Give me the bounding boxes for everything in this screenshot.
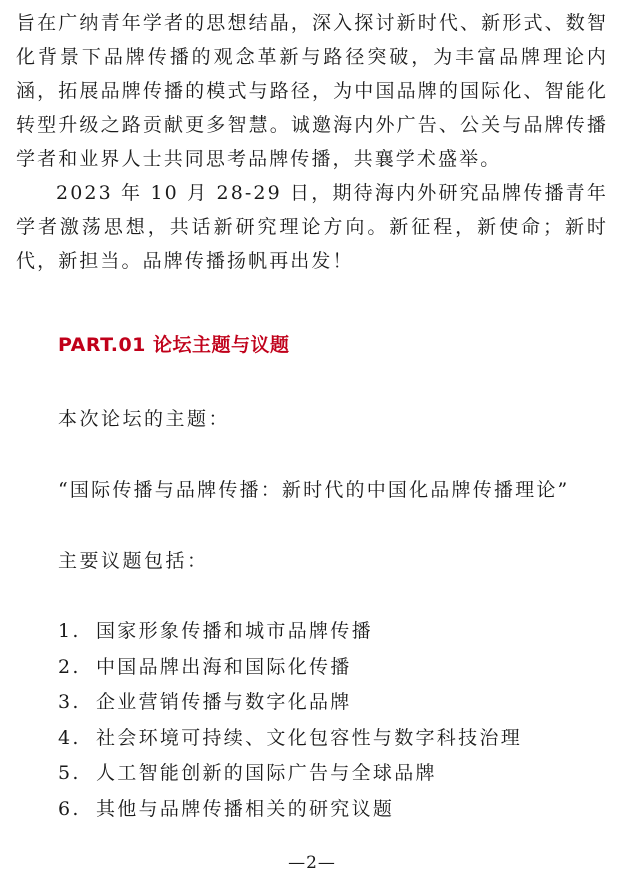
date-paragraph: 2023 年 10 月 28-29 日，期待海内外研究品牌传播青年学者激荡思想，共话新研究理论方向。新征程，新使命；新时代，新担当。品牌传播扬帆再出发！ bbox=[16, 182, 608, 272]
topic-item-3 bbox=[58, 687, 522, 723]
topic-list bbox=[58, 616, 522, 829]
topic-text: 国家形象传播和城市品牌传播 bbox=[96, 620, 373, 642]
topic-text: 中国品牌出海和国际化传播 bbox=[96, 655, 352, 678]
topic-number: 2. bbox=[58, 655, 81, 678]
topic-number: 5. bbox=[58, 762, 81, 784]
topic-item-2 bbox=[58, 652, 522, 688]
topic-text: 社会环境可持续、文化包容性与数字科技治理 bbox=[96, 726, 523, 749]
topic-number: 3. bbox=[58, 691, 81, 713]
topic-text: 人工智能创新的国际广告与全球品牌 bbox=[96, 762, 437, 784]
topic-number: 6. bbox=[58, 797, 81, 820]
page-number: —2— bbox=[288, 853, 336, 873]
theme-label: 本次论坛的主题： bbox=[58, 408, 231, 430]
topics-label: 主要议题包括： bbox=[58, 550, 209, 572]
theme-quote: “国际传播与品牌传播：新时代的中国化品牌传播理论” bbox=[58, 479, 570, 501]
intro-paragraph: 旨在广纳青年学者的思想结晶，深入探讨新时代、新形式、数智化背景下品牌传播的观念革新与路径突破，为丰富品牌理论内涵，拓展品牌传播的模式与路径，为中国品牌的国际化、智能化转型升级之路贡献更多智慧。诚邀海内外广告、公关与品牌传播学者和业界人士共同思考品牌传播，共襄学术盛举。 bbox=[16, 12, 608, 170]
topic-item-6 bbox=[58, 794, 522, 830]
topic-item-5 bbox=[58, 758, 522, 794]
section-heading: PART.01 论坛主题与议题 bbox=[58, 334, 290, 356]
topic-number: 1. bbox=[58, 620, 81, 642]
topic-text: 其他与品牌传播相关的研究议题 bbox=[96, 797, 395, 820]
topic-text: 企业营销传播与数字化品牌 bbox=[96, 691, 352, 713]
topic-number: 4. bbox=[58, 726, 81, 749]
topic-item-4 bbox=[58, 723, 522, 759]
topic-item-1 bbox=[58, 616, 522, 652]
